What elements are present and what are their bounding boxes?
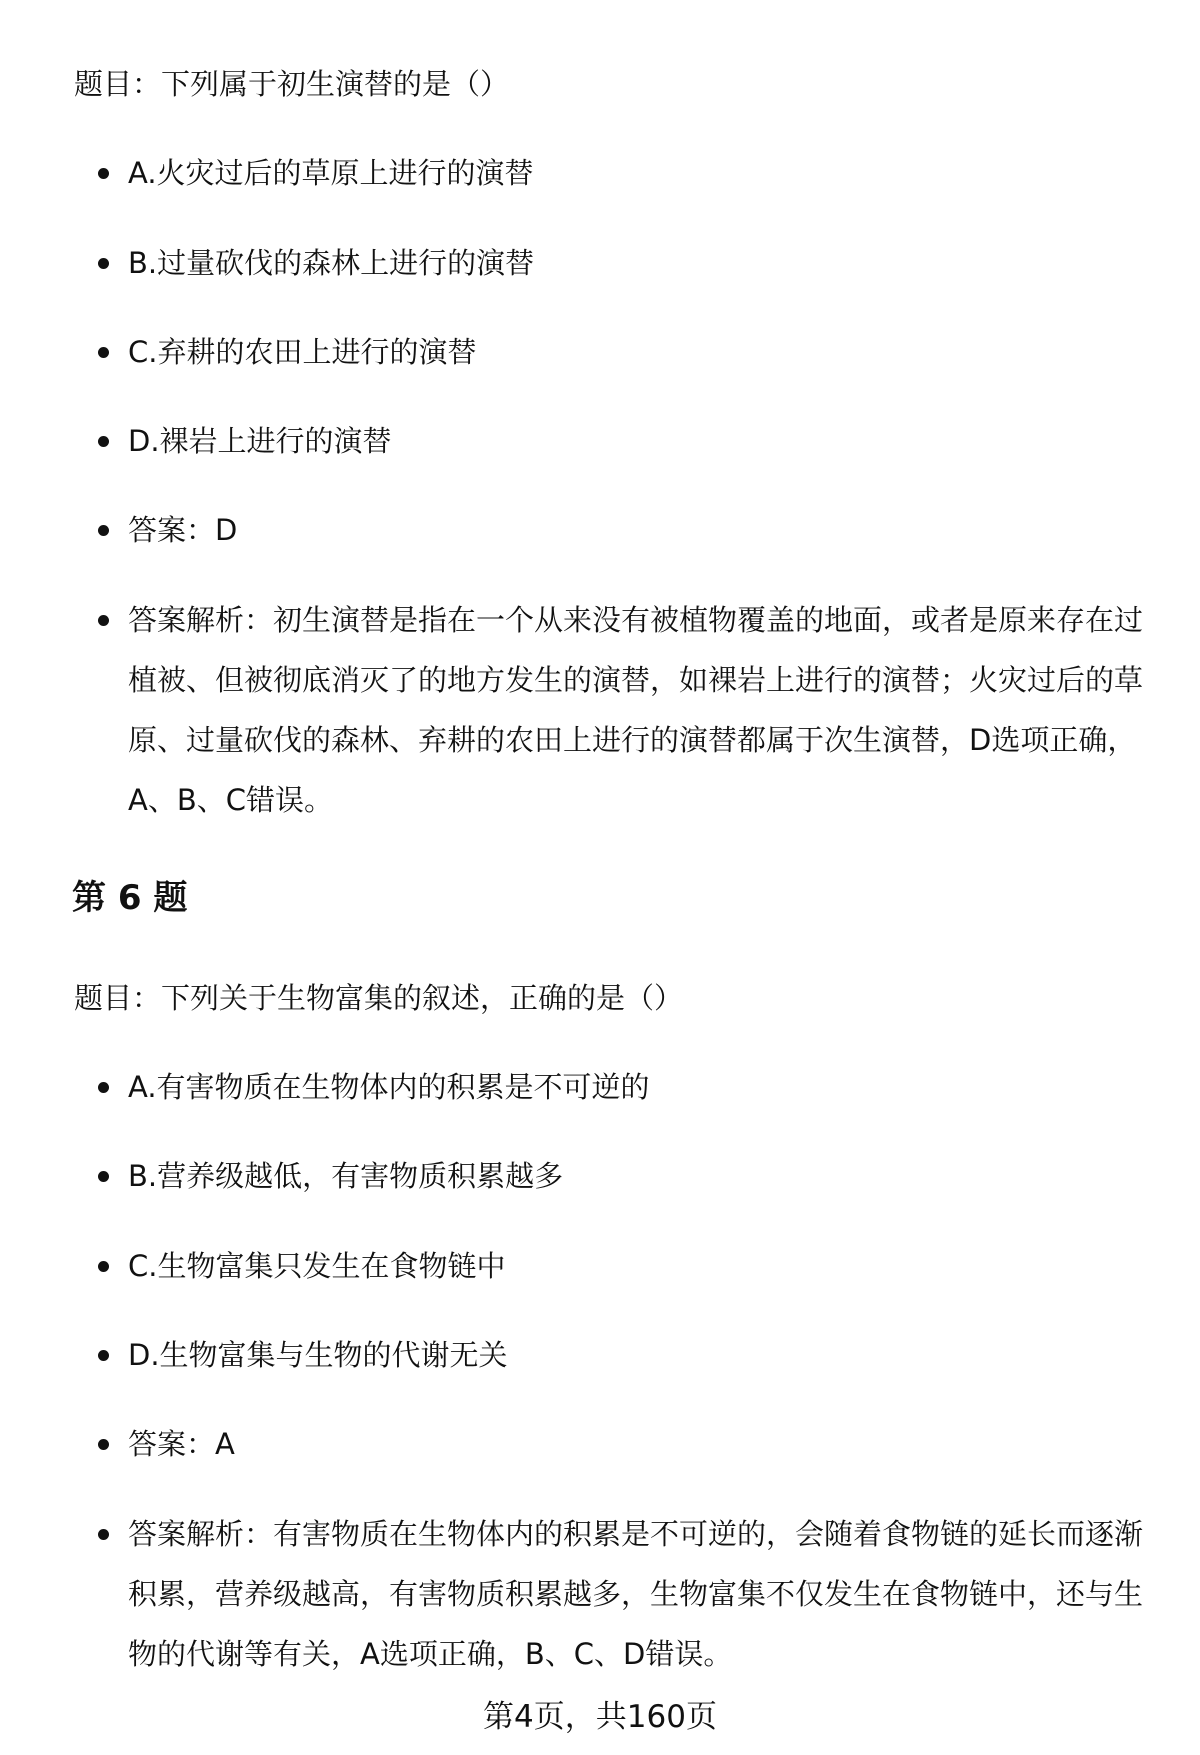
q5-stem: 题目：下列属于初生演替的是（） <box>74 67 510 101</box>
bullet-icon <box>98 258 109 269</box>
q6-option-a: A.有害物质在生物体内的积累是不可逆的 <box>128 1057 1148 1117</box>
bullet-icon <box>98 615 109 626</box>
bullet-icon <box>98 168 109 179</box>
bullet-icon <box>98 1439 109 1450</box>
q5-explanation: 答案解析：初生演替是指在一个从来没有被植物覆盖的地面，或者是原来存在过植被、但被彻底消灭了的地方发生的演替，如裸岩上进行的演替；火灾过后的草原、过量砍伐的森林、弃耕的农田上进行的演替都属于次生演替，D选项正确，A、B、C错误。 <box>128 590 1148 830</box>
page-number-footer: 第4页，共160页 <box>483 1699 717 1735</box>
q5-option-b: B.过量砍伐的森林上进行的演替 <box>128 233 1148 293</box>
q5-option-d: D.裸岩上进行的演替 <box>128 411 1148 471</box>
q5-answer: 答案：D <box>128 500 1148 560</box>
bullet-icon <box>98 436 109 447</box>
bullet-icon <box>98 1529 109 1540</box>
bullet-icon <box>98 347 109 358</box>
q5-option-a: A.火灾过后的草原上进行的演替 <box>128 143 1148 203</box>
q6-option-b: B.营养级越低，有害物质积累越多 <box>128 1146 1148 1206</box>
q6-stem: 题目：下列关于生物富集的叙述，正确的是（） <box>74 981 684 1015</box>
bullet-icon <box>98 1082 109 1093</box>
bullet-icon <box>98 1350 109 1361</box>
bullet-icon <box>98 1261 109 1272</box>
q5-option-c: C.弃耕的农田上进行的演替 <box>128 322 1148 382</box>
q6-answer: 答案：A <box>128 1414 1148 1474</box>
q6-option-d: D.生物富集与生物的代谢无关 <box>128 1325 1148 1385</box>
q6-heading: 第 6 题 <box>72 878 188 918</box>
bullet-icon <box>98 525 109 536</box>
bullet-icon <box>98 1171 109 1182</box>
q6-explanation: 答案解析：有害物质在生物体内的积累是不可逆的，会随着食物链的延长而逐渐积累，营养级越高，有害物质积累越多，生物富集不仅发生在食物链中，还与生物的代谢等有关，A选项正确，B、C、D错误。 <box>128 1504 1148 1684</box>
q6-option-c: C.生物富集只发生在食物链中 <box>128 1236 1148 1296</box>
